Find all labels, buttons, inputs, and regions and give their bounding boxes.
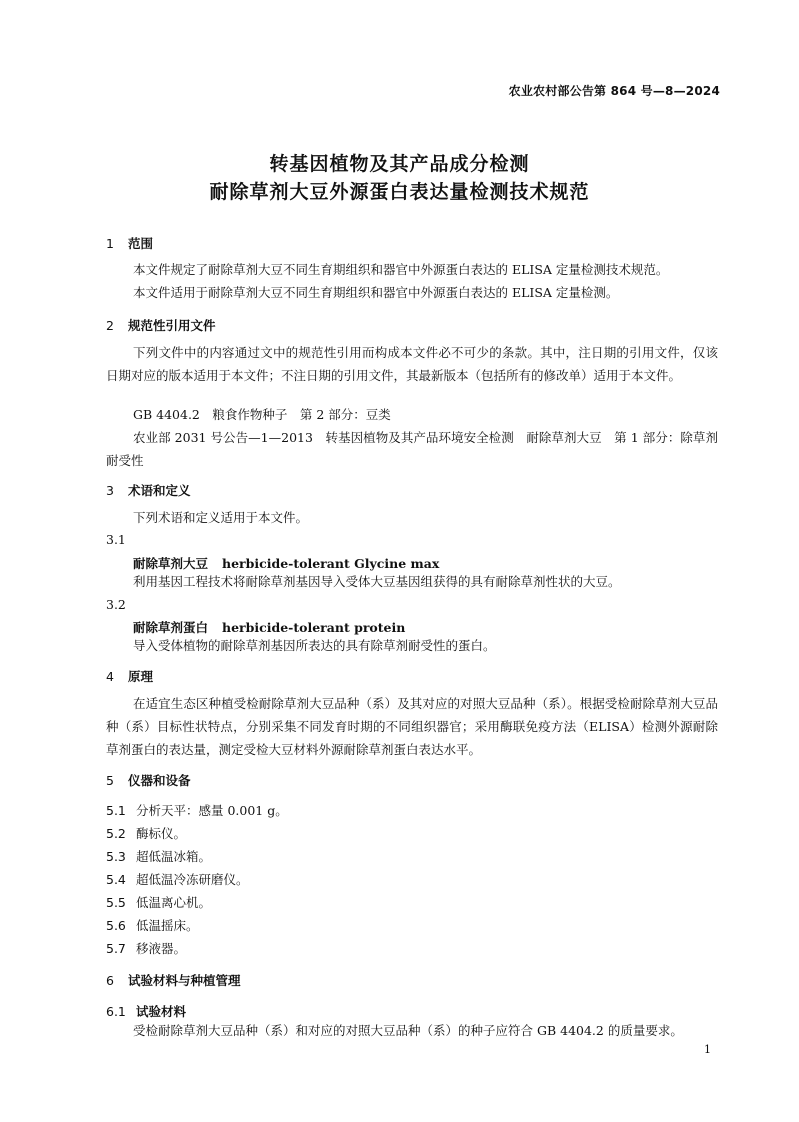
equipment-item [106,847,211,865]
equipment-item [106,801,288,819]
item-text: 酶标仪。 [136,826,187,841]
equipment-item [106,824,186,842]
subsection-6-1-heading [106,1002,186,1020]
section-title: 原理 [128,669,154,684]
title-line-1: 转基因植物及其产品成分检测 [269,153,530,175]
reference-gb-4404-2: GB 4404.2 粮食作物种子 第 2 部分：豆类 [133,407,391,422]
section-title: 仪器和设备 [128,773,191,788]
subsection-6-1-paragraph: 受检耐除草剂大豆品种（系）和对应的对照大豆品种（系）的种子应符合 GB 4404.2 的质量要求。 [133,1023,683,1038]
section-2-paragraph-1: 下列文件中的内容通过文中的规范性引用而构成本文件必不可少的条款。其中，注日期的引用文件，仅该日期对应的版本适用于本文件；不注日期的引用文件，其最新版本（包括所有的修改单）适用于本文件。 [106,345,718,383]
equipment-item [106,939,186,957]
item-number: 5.6 [106,918,126,933]
item-text: 超低温冷冻研磨仪。 [136,872,249,887]
item-number: 5.4 [106,872,126,887]
term-english: herbicide-tolerant Glycine max [222,556,440,571]
section-2-heading [106,316,216,334]
term-3-2-number: 3.2 [106,597,126,612]
item-text: 低温摇床。 [136,918,199,933]
section-1-heading [106,234,153,252]
section-title: 规范性引用文件 [128,318,216,333]
item-number: 5.1 [106,803,126,818]
section-title: 试验材料与种植管理 [128,973,241,988]
term-chinese: 耐除草剂大豆 [133,556,209,571]
page-number: 1 [704,1043,711,1056]
section-title: 术语和定义 [128,483,191,498]
section-4-heading [106,667,153,685]
section-1-paragraph-2: 本文件适用于耐除草剂大豆不同生育期组织和器官中外源蛋白表达的 ELISA 定量检测。 [133,285,619,300]
section-6-heading [106,971,241,989]
equipment-item [106,916,199,934]
reference-moa-2031: 农业部 2031 号公告—1—2013 转基因植物及其产品环境安全检测 耐除草剂大豆 第 1 部分：除草剂耐受性 [106,430,718,468]
section-number: 3 [106,483,114,498]
term-english: herbicide-tolerant protein [222,620,406,635]
section-number: 6 [106,973,114,988]
item-number: 5.2 [106,826,126,841]
term-3-1-number: 3.1 [106,532,126,547]
item-text: 移液器。 [136,941,187,956]
title-line-2: 耐除草剂大豆外源蛋白表达量检测技术规范 [209,181,590,203]
subsection-number: 6.1 [106,1004,126,1019]
section-3-heading [106,481,191,499]
document-code: 农业农村部公告第 864 号—8—2024 [508,84,720,98]
section-1-paragraph-1: 本文件规定了耐除草剂大豆不同生育期组织和器官中外源蛋白表达的 ELISA 定量检测技术规范。 [133,262,669,277]
equipment-item [106,893,211,911]
section-number: 5 [106,773,114,788]
section-number: 1 [106,236,114,251]
item-text: 超低温冰箱。 [136,849,212,864]
item-number: 5.5 [106,895,126,910]
section-3-paragraph-1: 下列术语和定义适用于本文件。 [133,510,309,525]
section-number: 4 [106,669,114,684]
item-number: 5.3 [106,849,126,864]
item-text: 低温离心机。 [136,895,212,910]
subsection-title: 试验材料 [136,1004,187,1019]
item-number: 5.7 [106,941,126,956]
equipment-item [106,870,249,888]
term-3-2-definition: 导入受体植物的耐除草剂基因所表达的具有除草剂耐受性的蛋白。 [133,638,496,653]
term-3-1-definition: 利用基因工程技术将耐除草剂基因导入受体大豆基因组获得的具有耐除草剂性状的大豆。 [133,574,621,589]
section-title: 范围 [128,236,154,251]
section-5-heading [106,771,191,789]
section-number: 2 [106,318,114,333]
item-text: 分析天平：感量 0.001 g。 [136,803,288,818]
section-4-paragraph-1: 在适宜生态区种植受检耐除草剂大豆品种（系）及其对应的对照大豆品种（系）。根据受检耐除草剂大豆品种（系）目标性状特点，分别采集不同发育时期的不同组织器官；采用酶联免疫方法（ELISA）检测外源耐除草剂蛋白的表达量，测定受检大豆材料外源耐除草剂蛋白表达水平。 [106,696,718,757]
term-chinese: 耐除草剂蛋白 [133,620,209,635]
